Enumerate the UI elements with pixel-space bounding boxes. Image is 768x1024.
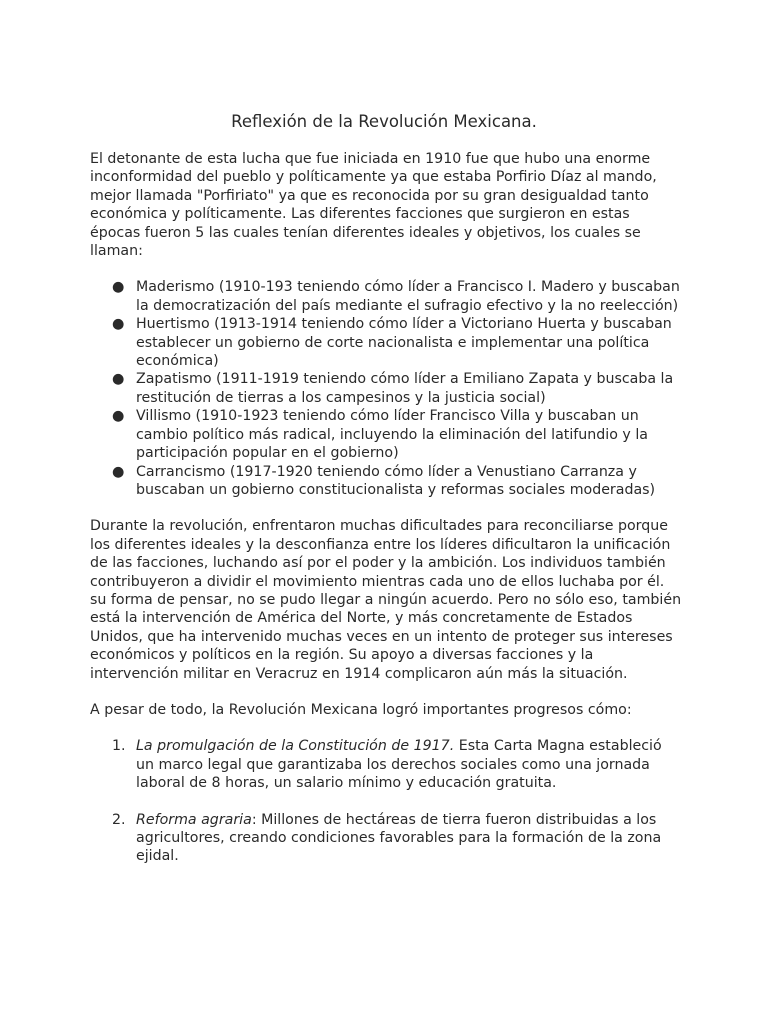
bullet-icon: ●	[112, 408, 125, 425]
bullet-icon: ●	[112, 463, 125, 480]
achievement-heading: Reforma agraria	[136, 811, 252, 828]
achievements-list	[90, 737, 682, 865]
faction-text: Villismo (1910-1923 teniendo cómo líder Francisco Villa y buscaban un cambio político más radical, incluyendo la eliminación del latifundio y la participación popular en el gobierno)	[136, 408, 648, 462]
achievement-text: : Millones de hectáreas de tierra fueron distribuidas a los agricultores, creando condiciones favorables para la formación de la zona ejidal.	[136, 811, 662, 865]
faction-text: Carrancismo (1917-1920 teniendo cómo líder a Venustiano Carranza y buscaban un gobierno constitucionalista y reformas sociales moderadas)	[136, 463, 656, 498]
list-number: 2.	[112, 811, 126, 828]
document-title: Reflexión de la Revolución Mexicana.	[231, 112, 537, 131]
list-item	[90, 370, 682, 407]
faction-text: Huertismo (1913-1914 teniendo cómo líder a Victoriano Huerta y buscaban establecer un gobierno de corte nacionalista e implementar una política económica)	[136, 316, 672, 370]
difficulties-paragraph: Durante la revolución, enfrentaron muchas dificultades para reconciliarse porque los diferentes ideales y la desconfianza entre los líderes dificultaron la unificación de las facciones, luchando así por el poder y la ambición. Los individuos también contribuyeron a dividir el movimiento mientras cada uno de ellos luchaba por él. su forma de pensar, no se pudo llegar a ningún acuerdo. Pero no sólo eso, también está la intervención de América del Norte, y más concretamente de Estados Unidos, que ha intervenido muchas veces en un intento de proteger sus intereses económicos y políticos en la región. Su apoyo a diversas facciones y la intervención militar en Veracruz en 1914 complicaron aún más la situación.	[90, 518, 682, 682]
list-number: 1.	[112, 738, 126, 755]
achievement-text: Esta Carta Magna estableció un marco legal que garantizaba los derechos sociales como una jornada laboral de 8 horas, un salario mínimo y educación gratuita.	[136, 738, 662, 792]
bullet-icon: ●	[112, 279, 125, 296]
intro-paragraph: El detonante de esta lucha que fue iniciada en 1910 fue que hubo una enorme inconformidad del pueblo y políticamente ya que estaba Porfirio Díaz al mando, mejor llamada "Porfiriato" ya que es reconocida por su gran desigualdad tanto económica y políticamente. Las diferentes facciones que surgieron en estas épocas fueron 5 las cuales tenían diferentes ideales y objetivos, los cuales se llaman:	[90, 151, 657, 260]
faction-text: Zapatismo (1911-1919 teniendo cómo líder a Emiliano Zapata y buscaba la restitución de tierras a los campesinos y la justicia social)	[136, 371, 674, 406]
progress-intro-paragraph: A pesar de todo, la Revolución Mexicana logró importantes progresos cómo:	[90, 701, 632, 718]
list-item	[90, 463, 682, 500]
bullet-icon: ●	[112, 371, 125, 388]
list-item	[90, 315, 682, 370]
factions-list	[90, 278, 682, 499]
list-item	[90, 737, 682, 792]
list-item	[90, 407, 682, 462]
achievement-heading: La promulgación de la Constitución de 1917.	[136, 738, 455, 755]
document-body	[90, 150, 682, 884]
list-item	[90, 811, 682, 866]
bullet-icon: ●	[112, 316, 125, 333]
list-item	[90, 278, 682, 315]
faction-text: Maderismo (1910-193 teniendo cómo líder a Francisco I. Madero y buscaban la democratización del país mediante el sufragio efectivo y la no reelección)	[136, 279, 680, 314]
